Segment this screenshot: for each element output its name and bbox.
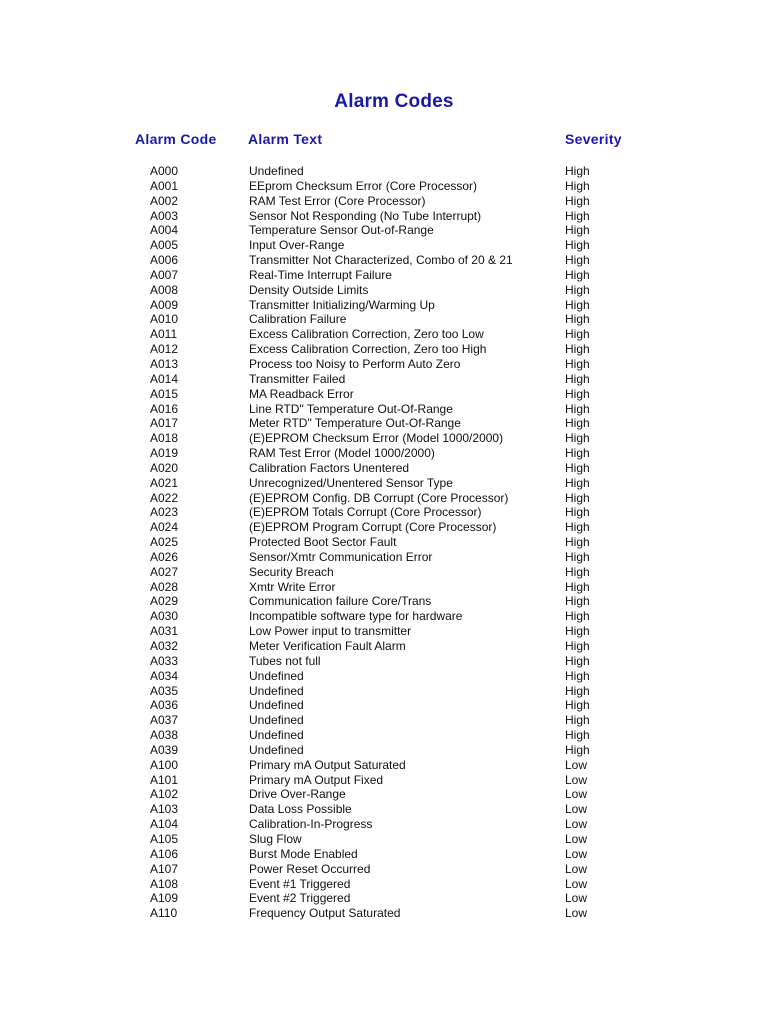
severity-cell: High	[565, 342, 590, 357]
alarm-code-cell: A015	[150, 386, 179, 401]
alarm-code-cell: A030	[150, 609, 179, 624]
alarm-text-cell: Real-Time Interrupt Failure	[249, 267, 392, 282]
table-row	[0, 372, 768, 387]
alarm-text-cell: Slug Flow	[249, 831, 302, 846]
severity-cell: High	[565, 253, 590, 268]
column-header-severity: Severity	[565, 131, 622, 147]
table-row	[0, 817, 768, 832]
table-row	[0, 253, 768, 268]
table-row	[0, 431, 768, 446]
alarm-code-cell: A024	[150, 520, 179, 535]
alarm-text-cell: (E)EPROM Program Corrupt (Core Processor)	[249, 520, 497, 535]
alarm-text-cell: Excess Calibration Correction, Zero too Low	[249, 327, 484, 342]
alarm-text-cell: Event #2 Triggered	[249, 891, 351, 906]
alarm-text-cell: Calibration Factors Unentered	[249, 460, 410, 475]
table-row	[0, 847, 768, 862]
severity-cell: High	[565, 267, 590, 282]
alarm-text-cell: Density Outside Limits	[249, 282, 369, 297]
alarm-text-cell: Communication failure Core/Trans	[249, 594, 432, 609]
alarm-text-cell: Event #1 Triggered	[249, 876, 351, 891]
table-row	[0, 565, 768, 580]
severity-cell: High	[565, 356, 590, 371]
alarm-text-cell: Calibration Failure	[249, 312, 347, 327]
alarm-text-cell: Undefined	[249, 683, 304, 698]
alarm-code-cell: A022	[150, 490, 179, 505]
alarm-text-cell: Transmitter Failed	[249, 371, 346, 386]
severity-cell: High	[565, 520, 590, 535]
severity-cell: High	[565, 549, 590, 564]
alarm-code-cell: A019	[150, 446, 179, 461]
severity-cell: High	[565, 208, 590, 223]
table-row	[0, 416, 768, 431]
alarm-code-cell: A025	[150, 535, 179, 550]
alarm-code-cell: A036	[150, 698, 179, 713]
table-row	[0, 268, 768, 283]
table-row	[0, 298, 768, 313]
severity-cell: Low	[565, 831, 588, 846]
alarm-text-cell: Excess Calibration Correction, Zero too High	[249, 342, 487, 357]
alarm-text-cell: Low Power input to transmitter	[249, 624, 412, 639]
severity-cell: High	[565, 416, 590, 431]
alarm-text-cell: Protected Boot Sector Fault	[249, 535, 397, 550]
alarm-text-cell: Input Over-Range	[249, 238, 345, 253]
alarm-text-cell: (E)EPROM Checksum Error (Model 1000/2000)	[249, 431, 504, 446]
table-row	[0, 773, 768, 788]
table-row	[0, 327, 768, 342]
table-row	[0, 520, 768, 535]
alarm-text-cell: Drive Over-Range	[249, 787, 346, 802]
alarm-code-cell: A106	[150, 846, 179, 861]
table-row	[0, 891, 768, 906]
table-row	[0, 728, 768, 743]
alarm-text-cell: Primary mA Output Saturated	[249, 757, 406, 772]
severity-cell: High	[565, 431, 590, 446]
alarm-code-cell: A001	[150, 178, 179, 193]
table-row	[0, 387, 768, 402]
table-row	[0, 357, 768, 372]
alarm-text-cell: Sensor/Xmtr Communication Error	[249, 549, 433, 564]
column-header-alarm-text: Alarm Text	[248, 131, 323, 147]
alarm-code-cell: A005	[150, 238, 179, 253]
table-row	[0, 505, 768, 520]
table-row	[0, 639, 768, 654]
severity-cell: Low	[565, 861, 588, 876]
alarm-code-cell: A037	[150, 713, 179, 728]
alarm-code-cell: A108	[150, 876, 179, 891]
severity-cell: High	[565, 312, 590, 327]
severity-cell: Low	[565, 802, 588, 817]
alarm-code-cell: A103	[150, 802, 179, 817]
table-row	[0, 312, 768, 327]
table-row	[0, 609, 768, 624]
alarm-code-cell: A039	[150, 742, 179, 757]
alarm-text-cell: Data Loss Possible	[249, 802, 352, 817]
severity-cell: High	[565, 713, 590, 728]
alarm-text-cell: Transmitter Initializing/Warming Up	[249, 297, 435, 312]
alarm-text-cell: Undefined	[249, 728, 304, 743]
alarm-code-cell: A002	[150, 193, 179, 208]
table-row	[0, 342, 768, 357]
table-row	[0, 535, 768, 550]
alarm-code-cell: A102	[150, 787, 179, 802]
alarm-text-cell: Meter RTD" Temperature Out-Of-Range	[249, 416, 461, 431]
alarm-text-cell: RAM Test Error (Core Processor)	[249, 193, 426, 208]
alarm-text-cell: Incompatible software type for hardware	[249, 609, 463, 624]
table-row	[0, 669, 768, 684]
page-title: Alarm Codes	[334, 91, 454, 112]
alarm-code-cell: A026	[150, 549, 179, 564]
severity-cell: High	[565, 282, 590, 297]
alarm-code-cell: A034	[150, 668, 179, 683]
table-row	[0, 624, 768, 639]
alarm-text-cell: Power Reset Occurred	[249, 861, 371, 876]
severity-cell: High	[565, 223, 590, 238]
table-row	[0, 594, 768, 609]
alarm-text-cell: Sensor Not Responding (No Tube Interrupt)	[249, 208, 482, 223]
alarm-text-cell: (E)EPROM Totals Corrupt (Core Processor)	[249, 505, 482, 520]
alarm-text-cell: Unrecognized/Unentered Sensor Type	[249, 475, 453, 490]
alarm-text-cell: (E)EPROM Config. DB Corrupt (Core Processor)	[249, 490, 509, 505]
severity-cell: Low	[565, 846, 588, 861]
alarm-text-cell: Undefined	[249, 713, 304, 728]
alarm-code-cell: A023	[150, 505, 179, 520]
alarm-code-cell: A003	[150, 208, 179, 223]
alarm-text-cell: Tubes not full	[249, 653, 321, 668]
alarm-code-cell: A000	[150, 164, 179, 178]
alarm-code-cell: A020	[150, 460, 179, 475]
alarm-text-cell: Undefined	[249, 668, 304, 683]
table-row	[0, 446, 768, 461]
table-row	[0, 164, 768, 179]
alarm-text-cell: Line RTD" Temperature Out-Of-Range	[249, 401, 453, 416]
table-row	[0, 223, 768, 238]
alarm-text-cell: Undefined	[249, 698, 304, 713]
severity-cell: High	[565, 639, 590, 653]
table-row	[0, 550, 768, 565]
alarm-code-cell: A016	[150, 401, 179, 416]
severity-cell: High	[565, 164, 590, 178]
severity-cell: High	[565, 505, 590, 520]
severity-cell: High	[565, 668, 590, 683]
severity-cell: High	[565, 535, 590, 550]
severity-cell: High	[565, 401, 590, 416]
alarm-code-cell: A014	[150, 371, 179, 386]
alarm-code-cell: A012	[150, 342, 179, 357]
table-row	[0, 654, 768, 669]
table-row	[0, 238, 768, 253]
alarm-code-cell: A007	[150, 267, 179, 282]
alarm-code-cell: A107	[150, 861, 179, 876]
alarm-code-list	[0, 164, 768, 921]
table-row	[0, 787, 768, 802]
table-row	[0, 743, 768, 758]
alarm-code-cell: A008	[150, 282, 179, 297]
alarm-code-cell: A013	[150, 356, 179, 371]
alarm-text-cell: Primary mA Output Fixed	[249, 772, 384, 787]
table-row	[0, 402, 768, 417]
alarm-code-cell: A018	[150, 431, 179, 446]
severity-cell: High	[565, 460, 590, 475]
table-header	[0, 131, 768, 151]
table-row	[0, 209, 768, 224]
severity-cell: High	[565, 297, 590, 312]
alarm-code-cell: A017	[150, 416, 179, 431]
alarm-code-cell: A101	[150, 772, 179, 787]
severity-cell: High	[565, 178, 590, 193]
severity-cell: High	[565, 475, 590, 490]
alarm-text-cell: Frequency Output Saturated	[249, 906, 401, 921]
severity-cell: High	[565, 564, 590, 579]
severity-cell: High	[565, 490, 590, 505]
severity-cell: High	[565, 609, 590, 624]
alarm-code-cell: A109	[150, 891, 179, 906]
severity-cell: High	[565, 238, 590, 253]
severity-cell: High	[565, 594, 590, 609]
severity-cell: Low	[565, 817, 588, 832]
alarm-text-cell: Calibration-In-Progress	[249, 817, 373, 832]
column-header-alarm-code: Alarm Code	[135, 131, 217, 147]
severity-cell: Low	[565, 787, 588, 802]
severity-cell: High	[565, 742, 590, 757]
severity-cell: High	[565, 446, 590, 461]
alarm-code-cell: A028	[150, 579, 179, 594]
table-row	[0, 713, 768, 728]
alarm-code-cell: A104	[150, 817, 179, 832]
alarm-text-cell: Meter Verification Fault Alarm	[249, 639, 406, 653]
alarm-code-cell: A033	[150, 653, 179, 668]
alarm-text-cell: Process too Noisy to Perform Auto Zero	[249, 356, 461, 371]
table-row	[0, 758, 768, 773]
alarm-text-cell: EEprom Checksum Error (Core Processor)	[249, 178, 478, 193]
alarm-text-cell: Undefined	[249, 164, 304, 178]
alarm-code-cell: A038	[150, 728, 179, 743]
alarm-text-cell: Transmitter Not Characterized, Combo of 20 & 21	[249, 253, 513, 268]
severity-cell: High	[565, 624, 590, 639]
severity-cell: High	[565, 371, 590, 386]
severity-cell: High	[565, 728, 590, 743]
table-row	[0, 194, 768, 209]
table-row	[0, 580, 768, 595]
severity-cell: Low	[565, 772, 588, 787]
alarm-text-cell: MA Readback Error	[249, 386, 354, 401]
table-row	[0, 179, 768, 194]
alarm-code-cell: A029	[150, 594, 179, 609]
table-row	[0, 684, 768, 699]
alarm-code-cell: A021	[150, 475, 179, 490]
severity-cell: Low	[565, 757, 588, 772]
table-row	[0, 491, 768, 506]
alarm-code-cell: A035	[150, 683, 179, 698]
severity-cell: High	[565, 327, 590, 342]
alarm-code-cell: A031	[150, 624, 179, 639]
severity-cell: High	[565, 193, 590, 208]
alarm-code-cell: A009	[150, 297, 179, 312]
alarm-text-cell: RAM Test Error (Model 1000/2000)	[249, 446, 435, 461]
alarm-code-cell: A110	[150, 906, 178, 921]
table-row	[0, 832, 768, 847]
table-row	[0, 877, 768, 892]
table-row	[0, 461, 768, 476]
alarm-code-cell: A011	[150, 327, 178, 342]
alarm-code-cell: A010	[150, 312, 179, 327]
alarm-text-cell: Undefined	[249, 742, 304, 757]
table-row	[0, 802, 768, 817]
severity-cell: High	[565, 698, 590, 713]
alarm-code-cell: A027	[150, 564, 179, 579]
alarm-code-cell: A004	[150, 223, 179, 238]
alarm-code-cell: A100	[150, 757, 179, 772]
severity-cell: High	[565, 579, 590, 594]
alarm-text-cell: Temperature Sensor Out-of-Range	[249, 223, 434, 238]
alarm-code-cell: A006	[150, 253, 179, 268]
severity-cell: Low	[565, 891, 588, 906]
severity-cell: High	[565, 683, 590, 698]
table-row	[0, 698, 768, 713]
table-row	[0, 283, 768, 298]
alarm-text-cell: Xmtr Write Error	[249, 579, 336, 594]
table-row	[0, 862, 768, 877]
alarm-code-cell: A032	[150, 639, 179, 653]
alarm-text-cell: Security Breach	[249, 564, 334, 579]
severity-cell: Low	[565, 876, 588, 891]
alarm-code-cell: A105	[150, 831, 179, 846]
table-row	[0, 906, 768, 921]
severity-cell: High	[565, 653, 590, 668]
severity-cell: Low	[565, 906, 588, 921]
severity-cell: High	[565, 386, 590, 401]
alarm-text-cell: Burst Mode Enabled	[249, 846, 358, 861]
table-row	[0, 476, 768, 491]
